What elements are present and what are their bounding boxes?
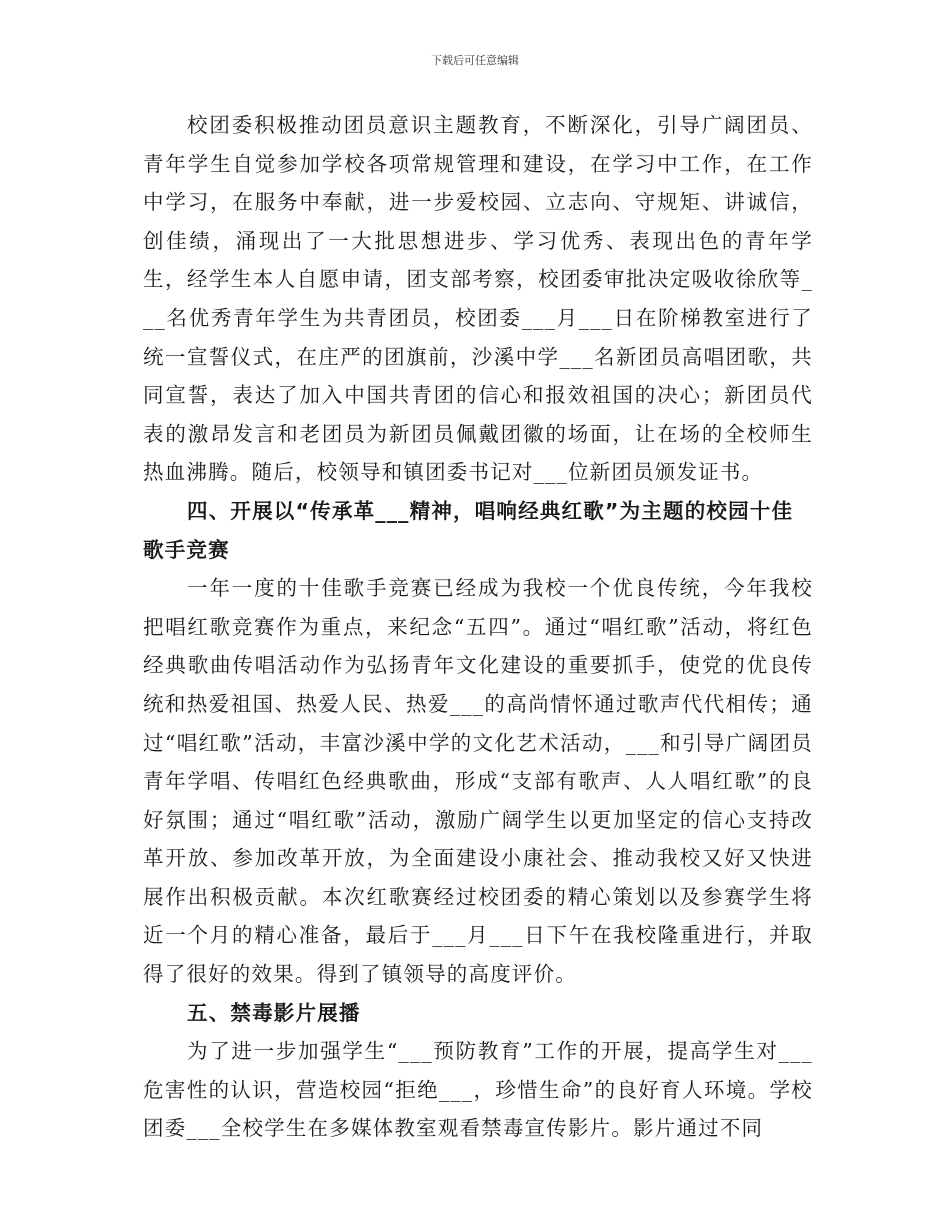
paragraph-anti-drug-film: 为了进一步加强学生“___预防教育”工作的开展，提高学生对___危害性的认识，营造校园“拒绝___，珍惜生命”的良好育人环境。学校团委___全校学生在多媒体教室观看禁毒宣传影片。影片通过不同	[143, 1039, 813, 1141]
section-heading-5: 五、禁毒影片展播	[187, 1000, 361, 1025]
header-note: 下载后可任意编辑	[431, 54, 519, 67]
document-body	[143, 106, 813, 1148]
paragraph-league-oath: 校团委积极推动团员意识主题教育，不断深化，引导广阔团员、青年学生自觉参加学校各项常规管理和建设，在学习中工作，在工作中学习，在服务中奉献，进一步爱校园、立志向、守规矩、讲诚信，创佳绩，涌现出了一大批思想进步、学习优秀、表现出色的青年学生，经学生本人自愿申请，团支部考察，校团委审批决定吸收徐欣等___名优秀青年学生为共青团员，校团委___月___日在阶梯教室进行了统一宣誓仪式，在庄严的团旗前，沙溪中学___名新团员高唱团歌，共同宣誓，表达了加入中国共青团的信心和报效祖国的决心；新团员代表的激昂发言和老团员为新团员佩戴团徽的场面，让在场的全校师生热血沸腾。随后，校领导和镇团委书记对___位新团员颁发证书。	[143, 113, 813, 485]
paragraph-red-song-contest: 一年一度的十佳歌手竞赛已经成为我校一个优良传统，今年我校把唱红歌竞赛作为重点，来纪念“五四”。通过“唱红歌”活动，将红色经典歌曲传唱活动作为弘扬青年文化建设的重要抓手，使党的优良传统和热爱祖国、热爱人民、热爱___的高尚情怀通过歌声代代相传；通过“唱红歌”活动，丰富沙溪中学的文化艺术活动，___和引导广阔团员青年学唱、传唱红色经典歌曲，形成“支部有歌声、人人唱红歌”的良好氛围；通过“唱红歌”活动，激励广阔学生以更加坚定的信心支持改革开放、参加改革开放，为全面建设小康社会、推动我校又好又快进展作出积极贡献。本次红歌赛经过校团委的精心策划以及参赛学生将近一个月的精心准备，最后于___月___日下午在我校隆重进行，并取得了很好的效果。得到了镇领导的高度评价。	[143, 576, 813, 987]
section-heading-4: 四、开展以“传承革___精神，唱响经典红歌”为主题的校园十佳歌手竞赛	[143, 498, 794, 562]
